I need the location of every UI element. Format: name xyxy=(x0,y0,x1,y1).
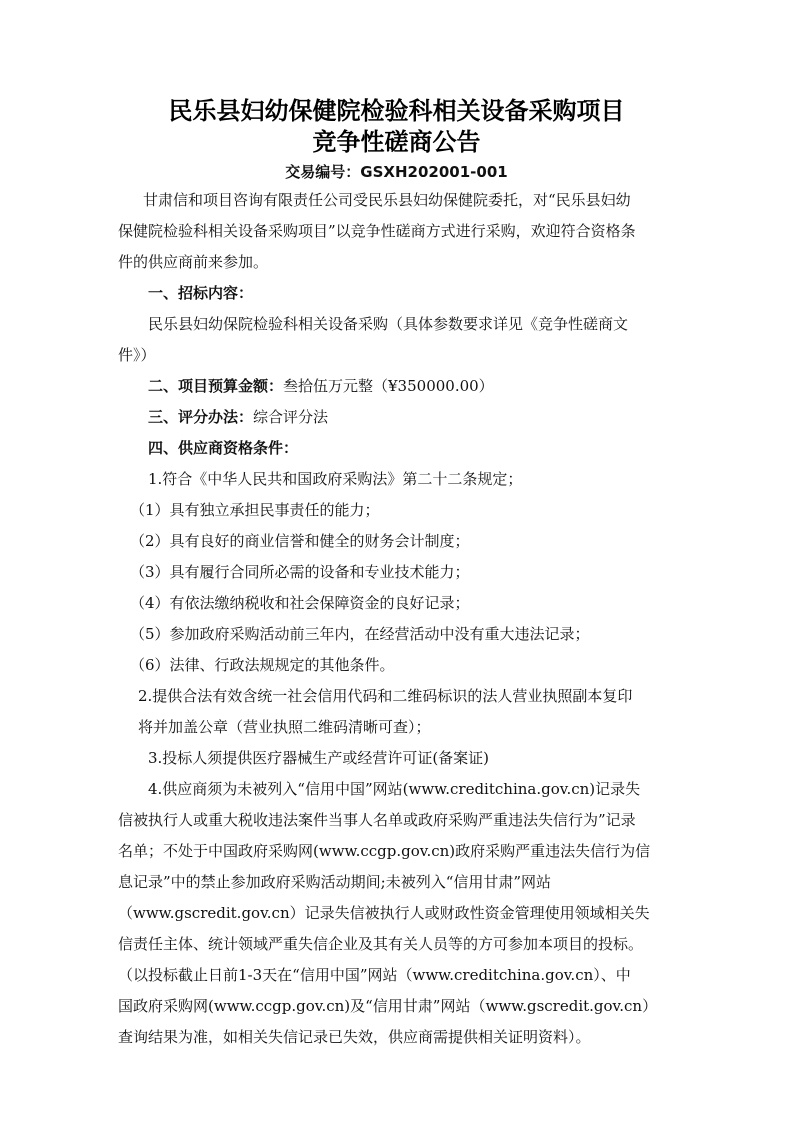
section2-value: 叁拾伍万元整（¥350000.00） xyxy=(283,377,494,395)
requirement-4: 查询结果为准，如相关失信记录已失效，供应商需提供相关证明资料）。 xyxy=(118,1028,591,1046)
requirement-4: 信被执行人或重大税收违法案件当事人名单或政府采购严重违法失信行为”记录 xyxy=(118,811,636,829)
sub-requirement: （6）法律、行政法规规定的其他条件。 xyxy=(130,656,395,674)
section3-scoring xyxy=(148,407,328,427)
section3-label: 三、评分办法： xyxy=(148,408,254,426)
sub-requirement: （1）具有独立承担民事责任的能力； xyxy=(130,501,380,519)
sub-requirement: （3）具有履行合同所必需的设备和专业技术能力； xyxy=(130,563,470,581)
requirement-2: 将并加盖公章（营业执照二维码清晰可查）； xyxy=(138,718,431,736)
sub-requirement: （2）具有良好的商业信誉和健全的财务会计制度； xyxy=(130,532,470,550)
section3-value: 综合评分法 xyxy=(253,408,329,426)
requirement-3: 3.投标人须提供医疗器械生产或经营许可证(备案证) xyxy=(148,749,490,767)
document-title-line2: 竞争性磋商公告 xyxy=(312,128,481,156)
requirement-4: 息记录”中的禁止参加政府采购活动期间;未被列入“信用甘肃”网站 xyxy=(118,873,552,891)
intro-line: 保健院检验科相关设备采购项目”以竞争性磋商方式进行采购，欢迎符合资格条 xyxy=(118,222,636,240)
transaction-code: 交易编号：GSXH202001-001 xyxy=(285,163,508,181)
requirement-4: 名单；不处于中国政府采购网(www.ccgp.gov.cn)政府采购严重违法失信行为信 xyxy=(118,842,651,860)
document-title-line1: 民乐县妇幼保健院检验科相关设备采购项目 xyxy=(168,97,625,125)
requirement-2: 2.提供合法有效含统一社会信用代码和二维码标识的法人营业执照副本复印 xyxy=(138,687,633,705)
requirement-4: （以投标截止日前1-3天在“信用中国”网站（www.creditchina.gov.cn）、中 xyxy=(118,966,631,984)
intro-line: 件的供应商前来参加。 xyxy=(118,253,269,271)
requirement-4: （www.gscredit.gov.cn）记录失信被执行人或财政性资金管理使用领域相关失 xyxy=(118,904,650,922)
section1-text: 民乐县妇幼保院检验科相关设备采购（具体参数要求详见《竞争性磋商文 xyxy=(148,315,629,333)
sub-requirement: （4）有依法缴纳税收和社会保障资金的良好记录； xyxy=(130,594,470,612)
intro-line: 甘肃信和项目咨询有限责任公司受民乐县妇幼保健院委托，对“民乐县妇幼 xyxy=(143,191,631,209)
section2-budget xyxy=(148,376,494,396)
requirement-4: 国政府采购网(www.ccgp.gov.cn)及“信用甘肃”网站（www.gscredit.gov.cn） xyxy=(118,997,658,1015)
section1-heading: 一、招标内容： xyxy=(148,284,254,302)
sub-requirement: （5）参加政府采购活动前三年内，在经营活动中没有重大违法记录； xyxy=(130,625,590,643)
section2-label: 二、项目预算金额： xyxy=(148,377,284,395)
requirement-4: 4.供应商须为未被列入“信用中国”网站(www.creditchina.gov.cn)记录失 xyxy=(148,780,641,798)
requirement-1: 1.符合《中华人民共和国政府采购法》第二十二条规定； xyxy=(148,470,523,488)
section4-heading: 四、供应商资格条件： xyxy=(148,439,299,457)
requirement-4: 信责任主体、统计领域严重失信企业及其有关人员等的方可参加本项目的投标。 xyxy=(118,935,644,953)
section1-text: 件》） xyxy=(118,346,156,364)
